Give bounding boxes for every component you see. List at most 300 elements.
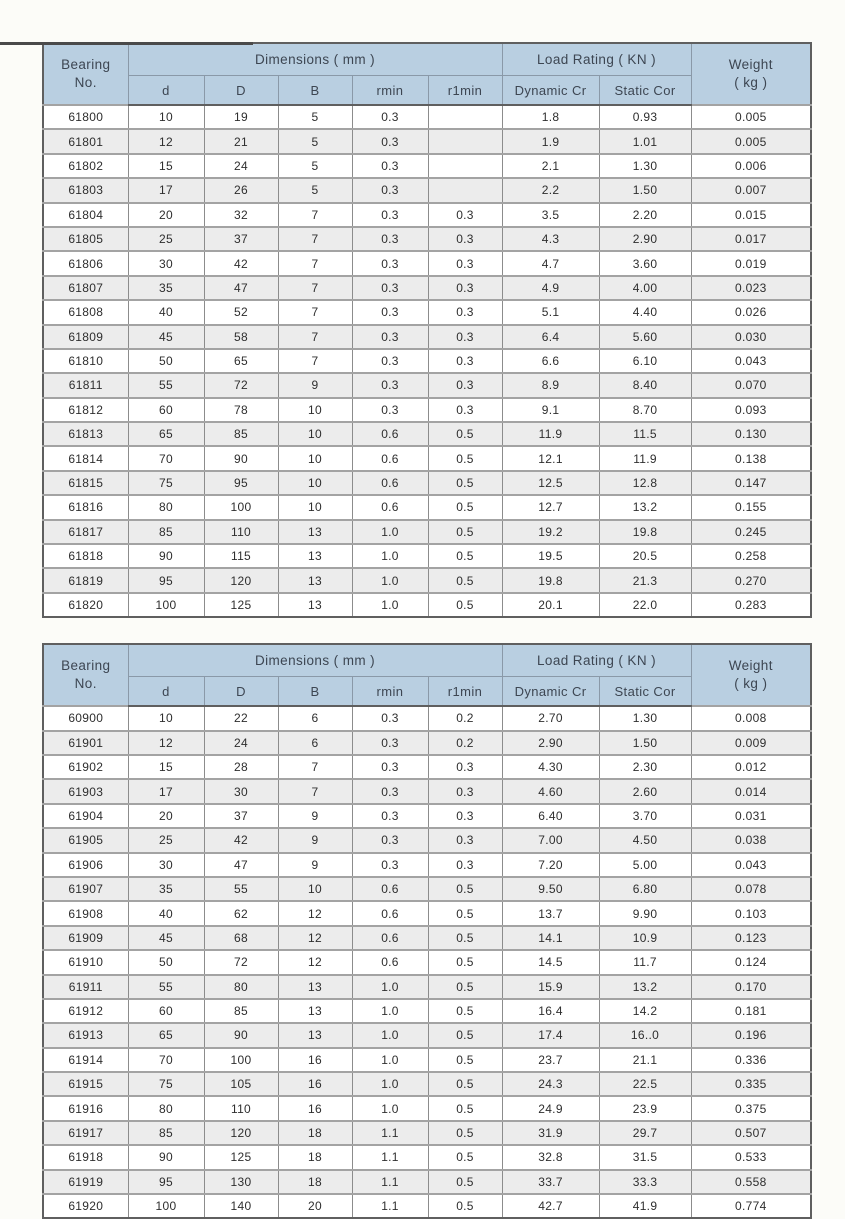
table-header <box>43 644 811 706</box>
cell-weight: 0.078 <box>691 877 811 901</box>
cell-bearing-no: 61916 <box>43 1096 128 1120</box>
cell-bore-d: 45 <box>128 926 204 950</box>
cell-outer-d: 52 <box>204 300 278 324</box>
cell-static-cor: 2.60 <box>599 779 691 803</box>
cell-r1min: 0.5 <box>428 1096 502 1120</box>
cell-dynamic-cr: 31.9 <box>502 1121 599 1145</box>
cell-rmin: 0.3 <box>352 779 428 803</box>
cell-static-cor: 6.10 <box>599 349 691 373</box>
cell-bore-d: 95 <box>128 1170 204 1194</box>
cell-r1min: 0.5 <box>428 446 502 470</box>
cell-width-b: 7 <box>278 203 352 227</box>
col-header-bearing-no <box>43 43 128 105</box>
cell-weight: 0.270 <box>691 568 811 592</box>
bearing-table-body <box>43 706 811 1218</box>
weight-label-line1: Weight <box>728 657 773 673</box>
cell-bore-d: 40 <box>128 300 204 324</box>
cell-outer-d: 21 <box>204 129 278 153</box>
cell-width-b: 10 <box>278 398 352 422</box>
cell-width-b: 13 <box>278 568 352 592</box>
cell-bearing-no: 61814 <box>43 446 128 470</box>
cell-dynamic-cr: 24.9 <box>502 1096 599 1120</box>
cell-outer-d: 120 <box>204 1121 278 1145</box>
cell-bore-d: 65 <box>128 422 204 446</box>
cell-rmin: 0.6 <box>352 950 428 974</box>
table-row <box>43 422 811 446</box>
cell-static-cor: 8.40 <box>599 373 691 397</box>
cell-outer-d: 125 <box>204 1145 278 1169</box>
cell-width-b: 18 <box>278 1121 352 1145</box>
col-group-dimensions: Dimensions ( mm ) <box>128 43 502 76</box>
table-row <box>43 999 811 1023</box>
cell-weight: 0.017 <box>691 227 811 251</box>
cell-bore-d: 15 <box>128 154 204 178</box>
cell-bearing-no: 61820 <box>43 593 128 617</box>
cell-bearing-no: 61811 <box>43 373 128 397</box>
col-header-width-b: B <box>278 677 352 707</box>
cell-width-b: 12 <box>278 901 352 925</box>
cell-bore-d: 12 <box>128 129 204 153</box>
cell-dynamic-cr: 14.5 <box>502 950 599 974</box>
cell-dynamic-cr: 19.8 <box>502 568 599 592</box>
cell-outer-d: 90 <box>204 446 278 470</box>
table-row <box>43 1096 811 1120</box>
col-header-r1min: r1min <box>428 76 502 106</box>
cell-weight: 0.070 <box>691 373 811 397</box>
cell-r1min: 0.2 <box>428 731 502 755</box>
cell-dynamic-cr: 14.1 <box>502 926 599 950</box>
cell-rmin: 1.0 <box>352 1072 428 1096</box>
table-row <box>43 227 811 251</box>
cell-rmin: 0.3 <box>352 804 428 828</box>
cell-rmin: 1.0 <box>352 544 428 568</box>
cell-weight: 0.335 <box>691 1072 811 1096</box>
col-header-bore-d: d <box>128 76 204 106</box>
cell-rmin: 0.3 <box>352 755 428 779</box>
cell-r1min: 0.2 <box>428 706 502 730</box>
cell-static-cor: 10.9 <box>599 926 691 950</box>
table-row <box>43 804 811 828</box>
cell-rmin: 0.6 <box>352 471 428 495</box>
table-row <box>43 300 811 324</box>
cell-bearing-no: 61902 <box>43 755 128 779</box>
cell-static-cor: 21.1 <box>599 1048 691 1072</box>
cell-dynamic-cr: 13.7 <box>502 901 599 925</box>
table-row <box>43 755 811 779</box>
cell-bearing-no: 61911 <box>43 975 128 999</box>
cell-weight: 0.245 <box>691 520 811 544</box>
cell-r1min: 0.5 <box>428 999 502 1023</box>
cell-rmin: 0.6 <box>352 422 428 446</box>
cell-dynamic-cr: 12.5 <box>502 471 599 495</box>
cell-bore-d: 100 <box>128 593 204 617</box>
cell-width-b: 16 <box>278 1096 352 1120</box>
cell-bearing-no: 61812 <box>43 398 128 422</box>
table-row <box>43 349 811 373</box>
cell-bearing-no: 61803 <box>43 178 128 202</box>
cell-rmin: 0.3 <box>352 706 428 730</box>
table-row <box>43 1048 811 1072</box>
cell-bearing-no: 61915 <box>43 1072 128 1096</box>
cell-outer-d: 65 <box>204 349 278 373</box>
cell-static-cor: 1.30 <box>599 706 691 730</box>
cell-outer-d: 105 <box>204 1072 278 1096</box>
col-header-static-cor: Static Cor <box>599 677 691 707</box>
cell-outer-d: 140 <box>204 1194 278 1218</box>
cell-r1min <box>428 105 502 129</box>
cell-r1min <box>428 129 502 153</box>
cell-weight: 0.507 <box>691 1121 811 1145</box>
cell-width-b: 9 <box>278 373 352 397</box>
cell-weight: 0.026 <box>691 300 811 324</box>
cell-outer-d: 58 <box>204 325 278 349</box>
cell-r1min: 0.5 <box>428 593 502 617</box>
cell-bore-d: 55 <box>128 975 204 999</box>
cell-dynamic-cr: 23.7 <box>502 1048 599 1072</box>
table-row <box>43 779 811 803</box>
cell-rmin: 0.3 <box>352 373 428 397</box>
cell-dynamic-cr: 19.2 <box>502 520 599 544</box>
cell-dynamic-cr: 2.90 <box>502 731 599 755</box>
table-row <box>43 853 811 877</box>
cell-bore-d: 17 <box>128 779 204 803</box>
cell-rmin: 1.0 <box>352 1023 428 1047</box>
cell-r1min: 0.3 <box>428 227 502 251</box>
cell-bore-d: 50 <box>128 950 204 974</box>
cell-weight: 0.123 <box>691 926 811 950</box>
cell-r1min: 0.5 <box>428 1121 502 1145</box>
cell-dynamic-cr: 4.7 <box>502 251 599 275</box>
cell-dynamic-cr: 9.1 <box>502 398 599 422</box>
cell-static-cor: 6.80 <box>599 877 691 901</box>
cell-bearing-no: 61917 <box>43 1121 128 1145</box>
cell-dynamic-cr: 12.1 <box>502 446 599 470</box>
page <box>0 42 845 1214</box>
cell-dynamic-cr: 4.3 <box>502 227 599 251</box>
cell-dynamic-cr: 20.1 <box>502 593 599 617</box>
cell-r1min: 0.3 <box>428 398 502 422</box>
cell-outer-d: 120 <box>204 568 278 592</box>
table-row <box>43 593 811 617</box>
table-row <box>43 731 811 755</box>
cell-width-b: 7 <box>278 276 352 300</box>
cell-bearing-no: 61910 <box>43 950 128 974</box>
cell-width-b: 13 <box>278 975 352 999</box>
cell-r1min: 0.5 <box>428 1048 502 1072</box>
cell-width-b: 18 <box>278 1170 352 1194</box>
cell-bore-d: 70 <box>128 446 204 470</box>
cell-bearing-no: 61920 <box>43 1194 128 1218</box>
bearing-table-61800-series <box>42 42 812 618</box>
cell-weight: 0.103 <box>691 901 811 925</box>
cell-rmin: 1.0 <box>352 1048 428 1072</box>
cell-weight: 0.014 <box>691 779 811 803</box>
cell-width-b: 5 <box>278 178 352 202</box>
table-row <box>43 251 811 275</box>
cell-width-b: 9 <box>278 853 352 877</box>
cell-bearing-no: 61802 <box>43 154 128 178</box>
cell-static-cor: 11.5 <box>599 422 691 446</box>
cell-bore-d: 55 <box>128 373 204 397</box>
cell-width-b: 18 <box>278 1145 352 1169</box>
cell-weight: 0.007 <box>691 178 811 202</box>
cell-dynamic-cr: 19.5 <box>502 544 599 568</box>
cell-outer-d: 47 <box>204 276 278 300</box>
table-row <box>43 129 811 153</box>
cell-rmin: 1.0 <box>352 568 428 592</box>
cell-static-cor: 16..0 <box>599 1023 691 1047</box>
table-row <box>43 325 811 349</box>
cell-dynamic-cr: 1.8 <box>502 105 599 129</box>
table-row <box>43 901 811 925</box>
cell-r1min: 0.5 <box>428 568 502 592</box>
cell-static-cor: 2.20 <box>599 203 691 227</box>
cell-outer-d: 37 <box>204 804 278 828</box>
cell-width-b: 7 <box>278 755 352 779</box>
cell-static-cor: 13.2 <box>599 495 691 519</box>
cell-rmin: 0.6 <box>352 926 428 950</box>
cell-width-b: 16 <box>278 1072 352 1096</box>
cell-bore-d: 10 <box>128 105 204 129</box>
cell-weight: 0.170 <box>691 975 811 999</box>
cell-dynamic-cr: 6.40 <box>502 804 599 828</box>
cell-width-b: 7 <box>278 349 352 373</box>
cell-bearing-no: 61904 <box>43 804 128 828</box>
cell-bore-d: 90 <box>128 544 204 568</box>
cell-r1min: 0.3 <box>428 349 502 373</box>
weight-label-line2: ( kg ) <box>734 676 768 692</box>
cell-r1min: 0.5 <box>428 950 502 974</box>
cell-outer-d: 125 <box>204 593 278 617</box>
cell-rmin: 0.6 <box>352 446 428 470</box>
cell-outer-d: 100 <box>204 1048 278 1072</box>
cell-r1min: 0.3 <box>428 300 502 324</box>
cell-rmin: 0.3 <box>352 251 428 275</box>
cell-width-b: 10 <box>278 422 352 446</box>
col-header-rmin: rmin <box>352 76 428 106</box>
cell-bore-d: 80 <box>128 495 204 519</box>
col-header-dynamic-cr: Dynamic Cr <box>502 76 599 106</box>
table-row <box>43 568 811 592</box>
cell-bore-d: 12 <box>128 731 204 755</box>
cell-outer-d: 47 <box>204 853 278 877</box>
cell-weight: 0.558 <box>691 1170 811 1194</box>
cell-width-b: 5 <box>278 154 352 178</box>
cell-static-cor: 22.5 <box>599 1072 691 1096</box>
table-row <box>43 446 811 470</box>
cell-r1min: 0.3 <box>428 828 502 852</box>
cell-bore-d: 20 <box>128 804 204 828</box>
cell-r1min: 0.3 <box>428 251 502 275</box>
col-header-r1min: r1min <box>428 677 502 707</box>
table-row <box>43 1194 811 1218</box>
cell-dynamic-cr: 8.9 <box>502 373 599 397</box>
cell-static-cor: 4.40 <box>599 300 691 324</box>
cell-outer-d: 32 <box>204 203 278 227</box>
cell-rmin: 1.0 <box>352 520 428 544</box>
cell-weight: 0.181 <box>691 999 811 1023</box>
cell-bore-d: 30 <box>128 853 204 877</box>
cell-width-b: 7 <box>278 251 352 275</box>
cell-r1min: 0.3 <box>428 853 502 877</box>
cell-outer-d: 62 <box>204 901 278 925</box>
col-header-bearing-no <box>43 644 128 706</box>
table-row <box>43 520 811 544</box>
bearing-table-61900-series <box>42 643 812 1219</box>
cell-bearing-no: 61801 <box>43 129 128 153</box>
cell-rmin: 0.3 <box>352 178 428 202</box>
cell-bore-d: 90 <box>128 1145 204 1169</box>
cell-width-b: 6 <box>278 731 352 755</box>
weight-label-line1: Weight <box>728 56 773 72</box>
cell-static-cor: 4.00 <box>599 276 691 300</box>
cell-outer-d: 42 <box>204 251 278 275</box>
cell-rmin: 0.3 <box>352 105 428 129</box>
cell-bearing-no: 61912 <box>43 999 128 1023</box>
cell-dynamic-cr: 4.30 <box>502 755 599 779</box>
cell-weight: 0.012 <box>691 755 811 779</box>
cell-outer-d: 78 <box>204 398 278 422</box>
cell-rmin: 1.1 <box>352 1170 428 1194</box>
cell-static-cor: 14.2 <box>599 999 691 1023</box>
cell-r1min: 0.5 <box>428 901 502 925</box>
cell-bearing-no: 61907 <box>43 877 128 901</box>
cell-dynamic-cr: 32.8 <box>502 1145 599 1169</box>
cell-outer-d: 85 <box>204 999 278 1023</box>
cell-bore-d: 70 <box>128 1048 204 1072</box>
cell-static-cor: 33.3 <box>599 1170 691 1194</box>
cell-static-cor: 21.3 <box>599 568 691 592</box>
col-header-rmin: rmin <box>352 677 428 707</box>
cell-outer-d: 42 <box>204 828 278 852</box>
cell-width-b: 10 <box>278 495 352 519</box>
cell-dynamic-cr: 7.00 <box>502 828 599 852</box>
table-row <box>43 950 811 974</box>
table-row <box>43 1121 811 1145</box>
cell-dynamic-cr: 4.9 <box>502 276 599 300</box>
table-header <box>43 43 811 105</box>
cell-bore-d: 30 <box>128 251 204 275</box>
cell-bore-d: 10 <box>128 706 204 730</box>
cell-weight: 0.258 <box>691 544 811 568</box>
cell-rmin: 1.0 <box>352 975 428 999</box>
cell-bearing-no: 61808 <box>43 300 128 324</box>
cell-static-cor: 2.30 <box>599 755 691 779</box>
cell-outer-d: 115 <box>204 544 278 568</box>
cell-static-cor: 9.90 <box>599 901 691 925</box>
cell-static-cor: 11.9 <box>599 446 691 470</box>
cell-outer-d: 90 <box>204 1023 278 1047</box>
cell-weight: 0.043 <box>691 349 811 373</box>
cell-outer-d: 72 <box>204 950 278 974</box>
bearing-no-label-line1: Bearing <box>61 56 111 72</box>
cell-dynamic-cr: 2.2 <box>502 178 599 202</box>
table-row <box>43 877 811 901</box>
cell-rmin: 0.3 <box>352 154 428 178</box>
cell-static-cor: 23.9 <box>599 1096 691 1120</box>
table-row <box>43 495 811 519</box>
cell-dynamic-cr: 16.4 <box>502 999 599 1023</box>
cell-bore-d: 80 <box>128 1096 204 1120</box>
col-header-dynamic-cr: Dynamic Cr <box>502 677 599 707</box>
cell-bearing-no: 61908 <box>43 901 128 925</box>
table-row <box>43 276 811 300</box>
cell-bore-d: 25 <box>128 828 204 852</box>
cell-bearing-no: 61903 <box>43 779 128 803</box>
cell-r1min: 0.5 <box>428 1194 502 1218</box>
table-row <box>43 975 811 999</box>
table-row <box>43 373 811 397</box>
cell-static-cor: 13.2 <box>599 975 691 999</box>
weight-label-line2: ( kg ) <box>734 75 768 90</box>
cell-r1min: 0.3 <box>428 755 502 779</box>
cell-rmin: 0.6 <box>352 495 428 519</box>
cell-bearing-no: 61905 <box>43 828 128 852</box>
cell-weight: 0.019 <box>691 251 811 275</box>
cell-bore-d: 75 <box>128 471 204 495</box>
cell-dynamic-cr: 3.5 <box>502 203 599 227</box>
cell-bearing-no: 61813 <box>43 422 128 446</box>
col-header-bore-d: d <box>128 677 204 707</box>
cell-static-cor: 41.9 <box>599 1194 691 1218</box>
cell-weight: 0.005 <box>691 105 811 129</box>
cell-static-cor: 20.5 <box>599 544 691 568</box>
cell-r1min: 0.3 <box>428 373 502 397</box>
cell-bearing-no: 61913 <box>43 1023 128 1047</box>
cell-bearing-no: 61901 <box>43 731 128 755</box>
cell-weight: 0.043 <box>691 853 811 877</box>
cell-outer-d: 68 <box>204 926 278 950</box>
cell-weight: 0.124 <box>691 950 811 974</box>
col-group-load-rating: Load Rating ( KN ) <box>502 644 691 677</box>
cell-weight: 0.147 <box>691 471 811 495</box>
cell-weight: 0.155 <box>691 495 811 519</box>
cell-rmin: 0.3 <box>352 731 428 755</box>
cell-bearing-no: 61818 <box>43 544 128 568</box>
cell-rmin: 1.1 <box>352 1194 428 1218</box>
cell-bearing-no: 61914 <box>43 1048 128 1072</box>
cell-bearing-no: 61810 <box>43 349 128 373</box>
cell-r1min: 0.5 <box>428 1023 502 1047</box>
cell-rmin: 0.6 <box>352 877 428 901</box>
cell-width-b: 10 <box>278 446 352 470</box>
cell-r1min: 0.5 <box>428 1072 502 1096</box>
cell-bearing-no: 60900 <box>43 706 128 730</box>
cell-outer-d: 22 <box>204 706 278 730</box>
cell-bearing-no: 61919 <box>43 1170 128 1194</box>
col-header-static-cor: Static Cor <box>599 76 691 106</box>
cell-rmin: 1.1 <box>352 1121 428 1145</box>
cell-static-cor: 5.00 <box>599 853 691 877</box>
cell-static-cor: 19.8 <box>599 520 691 544</box>
cell-static-cor: 1.30 <box>599 154 691 178</box>
cell-weight: 0.093 <box>691 398 811 422</box>
cell-width-b: 13 <box>278 544 352 568</box>
cell-dynamic-cr: 6.6 <box>502 349 599 373</box>
cell-weight: 0.031 <box>691 804 811 828</box>
cell-rmin: 0.3 <box>352 300 428 324</box>
cell-bore-d: 20 <box>128 203 204 227</box>
cell-bearing-no: 61805 <box>43 227 128 251</box>
cell-width-b: 12 <box>278 926 352 950</box>
table-row <box>43 1170 811 1194</box>
cell-static-cor: 1.50 <box>599 178 691 202</box>
cell-bearing-no: 61816 <box>43 495 128 519</box>
col-header-width-b: B <box>278 76 352 106</box>
cell-bore-d: 35 <box>128 877 204 901</box>
cell-static-cor: 4.50 <box>599 828 691 852</box>
cell-static-cor: 31.5 <box>599 1145 691 1169</box>
